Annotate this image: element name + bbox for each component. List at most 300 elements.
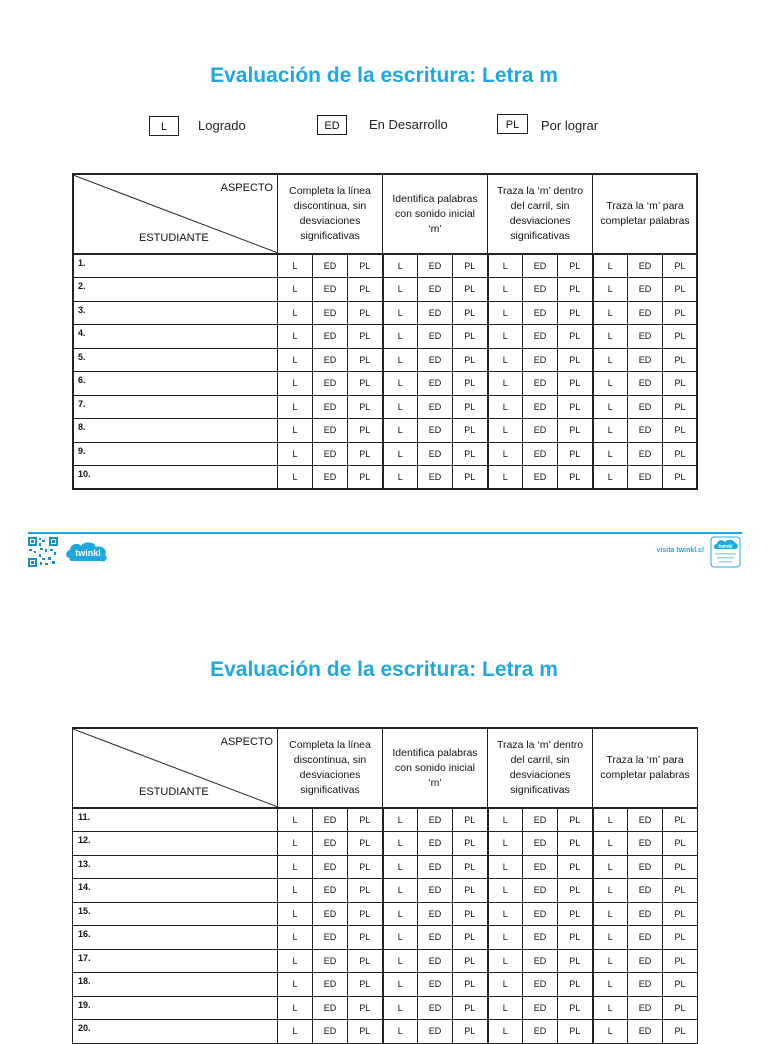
option-l-cell[interactable]: L xyxy=(383,372,418,396)
option-l-cell[interactable]: L xyxy=(383,466,418,490)
option-pl-cell[interactable]: PL xyxy=(453,278,488,302)
option-ed-cell[interactable]: ED xyxy=(313,301,348,325)
option-l-cell[interactable]: L xyxy=(488,808,523,832)
option-pl-cell[interactable]: PL xyxy=(558,1020,593,1044)
option-pl-cell[interactable]: PL xyxy=(453,879,488,903)
option-l-cell[interactable]: L xyxy=(278,301,313,325)
option-ed-cell[interactable]: ED xyxy=(628,926,663,950)
option-ed-cell[interactable]: ED xyxy=(628,301,663,325)
twinkl-logo xyxy=(64,538,112,566)
student-number[interactable]: 17. xyxy=(73,949,278,973)
table-row xyxy=(73,419,698,443)
option-l-cell[interactable]: L xyxy=(383,855,418,879)
option-ed-cell[interactable]: ED xyxy=(418,996,453,1020)
option-ed-cell[interactable]: ED xyxy=(418,372,453,396)
option-l-cell[interactable]: L xyxy=(593,442,628,466)
option-l-cell[interactable]: L xyxy=(383,902,418,926)
option-ed-cell[interactable]: ED xyxy=(313,419,348,443)
option-ed-cell[interactable]: ED xyxy=(523,301,558,325)
option-pl-cell[interactable]: PL xyxy=(453,1020,488,1044)
student-number[interactable]: 20. xyxy=(73,1020,278,1044)
option-pl-cell[interactable]: PL xyxy=(348,395,383,419)
option-ed-cell[interactable]: ED xyxy=(418,973,453,997)
table-row xyxy=(73,855,698,879)
option-l-cell[interactable]: L xyxy=(488,442,523,466)
option-ed-cell[interactable]: ED xyxy=(628,879,663,903)
student-number[interactable]: 18. xyxy=(73,973,278,997)
option-pl-cell[interactable]: PL xyxy=(663,996,698,1020)
option-pl-cell[interactable]: PL xyxy=(453,808,488,832)
student-number[interactable]: 14. xyxy=(73,879,278,903)
option-l-cell[interactable]: L xyxy=(278,442,313,466)
option-l-cell[interactable]: L xyxy=(278,1020,313,1044)
aspect-header-2: Identifica palabras con sonido inicial ‘m’ xyxy=(383,728,488,808)
option-ed-cell[interactable]: ED xyxy=(313,996,348,1020)
option-l-cell[interactable]: L xyxy=(593,325,628,349)
option-pl-cell[interactable]: PL xyxy=(348,926,383,950)
option-l-cell[interactable]: L xyxy=(593,808,628,832)
option-l-cell[interactable]: L xyxy=(383,442,418,466)
student-number[interactable]: 4. xyxy=(73,325,278,349)
option-l-cell[interactable]: L xyxy=(278,372,313,396)
option-ed-cell[interactable]: ED xyxy=(418,442,453,466)
table-row xyxy=(73,879,698,903)
option-l-cell[interactable]: L xyxy=(488,926,523,950)
option-l-cell[interactable]: L xyxy=(593,348,628,372)
option-ed-cell[interactable]: ED xyxy=(313,442,348,466)
student-number[interactable]: 8. xyxy=(73,419,278,443)
option-l-cell[interactable]: L xyxy=(593,466,628,490)
option-pl-cell[interactable]: PL xyxy=(663,395,698,419)
assessment-table xyxy=(72,173,698,490)
table-row xyxy=(73,348,698,372)
option-ed-cell[interactable]: ED xyxy=(418,949,453,973)
option-pl-cell[interactable]: PL xyxy=(558,278,593,302)
option-pl-cell[interactable]: PL xyxy=(453,254,488,278)
option-pl-cell[interactable]: PL xyxy=(663,278,698,302)
option-l-cell[interactable]: L xyxy=(488,278,523,302)
option-l-cell[interactable]: L xyxy=(383,832,418,856)
option-pl-cell[interactable]: PL xyxy=(348,832,383,856)
option-ed-cell[interactable]: ED xyxy=(523,278,558,302)
option-pl-cell[interactable]: PL xyxy=(558,902,593,926)
option-pl-cell[interactable]: PL xyxy=(663,902,698,926)
option-ed-cell[interactable]: ED xyxy=(628,419,663,443)
option-l-cell[interactable]: L xyxy=(383,419,418,443)
student-number[interactable]: 7. xyxy=(73,395,278,419)
option-ed-cell[interactable]: ED xyxy=(523,855,558,879)
option-pl-cell[interactable]: PL xyxy=(663,973,698,997)
option-l-cell[interactable]: L xyxy=(488,348,523,372)
option-ed-cell[interactable]: ED xyxy=(523,254,558,278)
option-l-cell[interactable]: L xyxy=(593,996,628,1020)
option-l-cell[interactable]: L xyxy=(278,879,313,903)
option-pl-cell[interactable]: PL xyxy=(558,254,593,278)
option-pl-cell[interactable]: PL xyxy=(453,949,488,973)
option-ed-cell[interactable]: ED xyxy=(418,808,453,832)
option-pl-cell[interactable]: PL xyxy=(558,466,593,490)
table-row xyxy=(73,832,698,856)
option-l-cell[interactable]: L xyxy=(383,301,418,325)
option-pl-cell[interactable]: PL xyxy=(453,973,488,997)
option-pl-cell[interactable]: PL xyxy=(348,949,383,973)
option-pl-cell[interactable]: PL xyxy=(348,372,383,396)
option-pl-cell[interactable]: PL xyxy=(348,902,383,926)
option-l-cell[interactable]: L xyxy=(383,254,418,278)
option-l-cell[interactable]: L xyxy=(593,372,628,396)
option-ed-cell[interactable]: ED xyxy=(418,1020,453,1044)
option-pl-cell[interactable]: PL xyxy=(558,301,593,325)
option-l-cell[interactable]: L xyxy=(278,395,313,419)
option-ed-cell[interactable]: ED xyxy=(523,325,558,349)
table-row xyxy=(73,395,698,419)
option-ed-cell[interactable]: ED xyxy=(628,372,663,396)
option-ed-cell[interactable]: ED xyxy=(313,949,348,973)
option-ed-cell[interactable]: ED xyxy=(523,902,558,926)
option-ed-cell[interactable]: ED xyxy=(523,879,558,903)
option-l-cell[interactable]: L xyxy=(278,902,313,926)
option-pl-cell[interactable]: PL xyxy=(663,372,698,396)
option-l-cell[interactable]: L xyxy=(488,879,523,903)
option-l-cell[interactable]: L xyxy=(593,832,628,856)
option-pl-cell[interactable]: PL xyxy=(663,926,698,950)
option-pl-cell[interactable]: PL xyxy=(663,1020,698,1044)
option-pl-cell[interactable]: PL xyxy=(348,254,383,278)
option-ed-cell[interactable]: ED xyxy=(418,855,453,879)
assessment-table-2 xyxy=(72,727,698,1044)
option-l-cell[interactable]: L xyxy=(278,949,313,973)
option-pl-cell[interactable]: PL xyxy=(663,808,698,832)
option-pl-cell[interactable]: PL xyxy=(663,879,698,903)
corner-aspect-label: ASPECTO xyxy=(220,182,273,194)
table-row xyxy=(73,926,698,950)
option-ed-cell[interactable]: ED xyxy=(628,832,663,856)
aspect-header-1: Completa la línea discontinua, sin desviaciones significativas xyxy=(278,728,383,808)
corner-aspect-label: ASPECTO xyxy=(220,736,273,748)
svg-text:twinkl: twinkl xyxy=(718,544,733,550)
option-pl-cell[interactable]: PL xyxy=(663,419,698,443)
option-l-cell[interactable]: L xyxy=(488,855,523,879)
option-ed-cell[interactable]: ED xyxy=(628,278,663,302)
option-l-cell[interactable]: L xyxy=(278,808,313,832)
option-ed-cell[interactable]: ED xyxy=(313,926,348,950)
student-number[interactable]: 10. xyxy=(73,466,278,490)
option-l-cell[interactable]: L xyxy=(488,1020,523,1044)
aspect-header-2: Identifica palabras con sonido inicial ‘m’ xyxy=(383,174,488,254)
table-row xyxy=(73,949,698,973)
option-pl-cell[interactable]: PL xyxy=(453,325,488,349)
option-l-cell[interactable]: L xyxy=(383,973,418,997)
option-l-cell[interactable]: L xyxy=(278,325,313,349)
student-number[interactable]: 15. xyxy=(73,902,278,926)
option-l-cell[interactable]: L xyxy=(593,254,628,278)
option-ed-cell[interactable]: ED xyxy=(313,466,348,490)
option-pl-cell[interactable]: PL xyxy=(663,832,698,856)
option-ed-cell[interactable]: ED xyxy=(418,395,453,419)
option-ed-cell[interactable]: ED xyxy=(523,372,558,396)
option-pl-cell[interactable]: PL xyxy=(558,949,593,973)
option-ed-cell[interactable]: ED xyxy=(523,395,558,419)
option-pl-cell[interactable]: PL xyxy=(558,855,593,879)
option-l-cell[interactable]: L xyxy=(488,466,523,490)
option-l-cell[interactable]: L xyxy=(488,832,523,856)
student-number[interactable]: 9. xyxy=(73,442,278,466)
table-row xyxy=(73,466,698,490)
option-ed-cell[interactable]: ED xyxy=(313,879,348,903)
option-l-cell[interactable]: L xyxy=(383,325,418,349)
page-title: Evaluación de la escritura: Letra m xyxy=(210,64,558,87)
option-pl-cell[interactable]: PL xyxy=(663,466,698,490)
option-l-cell[interactable]: L xyxy=(383,879,418,903)
option-pl-cell[interactable]: PL xyxy=(663,325,698,349)
student-number[interactable]: 3. xyxy=(73,301,278,325)
option-ed-cell[interactable]: ED xyxy=(418,466,453,490)
option-pl-cell[interactable]: PL xyxy=(558,442,593,466)
option-pl-cell[interactable]: PL xyxy=(558,926,593,950)
table-row xyxy=(73,902,698,926)
option-l-cell[interactable]: L xyxy=(593,301,628,325)
option-pl-cell[interactable]: PL xyxy=(453,926,488,950)
option-ed-cell[interactable]: ED xyxy=(523,348,558,372)
option-pl-cell[interactable]: PL xyxy=(558,348,593,372)
option-l-cell[interactable]: L xyxy=(383,949,418,973)
option-ed-cell[interactable]: ED xyxy=(523,832,558,856)
option-l-cell[interactable]: L xyxy=(383,348,418,372)
option-pl-cell[interactable]: PL xyxy=(348,808,383,832)
student-number[interactable]: 2. xyxy=(73,278,278,302)
option-pl-cell[interactable]: PL xyxy=(558,395,593,419)
option-pl-cell[interactable]: PL xyxy=(663,855,698,879)
option-pl-cell[interactable]: PL xyxy=(558,973,593,997)
option-pl-cell[interactable]: PL xyxy=(663,442,698,466)
aspect-header-1: Completa la línea discontinua, sin desviaciones significativas xyxy=(278,174,383,254)
option-l-cell[interactable]: L xyxy=(278,419,313,443)
option-pl-cell[interactable]: PL xyxy=(348,1020,383,1044)
option-ed-cell[interactable]: ED xyxy=(628,466,663,490)
option-l-cell[interactable]: L xyxy=(383,808,418,832)
option-l-cell[interactable]: L xyxy=(593,278,628,302)
option-l-cell[interactable]: L xyxy=(488,301,523,325)
option-ed-cell[interactable]: ED xyxy=(628,395,663,419)
option-ed-cell[interactable]: ED xyxy=(628,442,663,466)
student-number[interactable]: 12. xyxy=(73,832,278,856)
option-l-cell[interactable]: L xyxy=(383,996,418,1020)
table-row xyxy=(73,325,698,349)
option-l-cell[interactable]: L xyxy=(488,949,523,973)
option-ed-cell[interactable]: ED xyxy=(313,325,348,349)
option-l-cell[interactable]: L xyxy=(593,926,628,950)
option-pl-cell[interactable]: PL xyxy=(558,372,593,396)
option-l-cell[interactable]: L xyxy=(593,879,628,903)
student-number[interactable]: 11. xyxy=(73,808,278,832)
option-ed-cell[interactable]: ED xyxy=(313,832,348,856)
option-pl-cell[interactable]: PL xyxy=(348,301,383,325)
option-pl-cell[interactable]: PL xyxy=(453,395,488,419)
option-l-cell[interactable]: L xyxy=(593,949,628,973)
option-l-cell[interactable]: L xyxy=(488,996,523,1020)
option-pl-cell[interactable]: PL xyxy=(348,278,383,302)
option-ed-cell[interactable]: ED xyxy=(523,996,558,1020)
twinkl-badge-icon xyxy=(710,536,741,568)
student-number[interactable]: 1. xyxy=(73,254,278,278)
option-ed-cell[interactable]: ED xyxy=(313,372,348,396)
option-ed-cell[interactable]: ED xyxy=(628,1020,663,1044)
option-ed-cell[interactable]: ED xyxy=(628,973,663,997)
option-pl-cell[interactable]: PL xyxy=(453,348,488,372)
option-pl-cell[interactable]: PL xyxy=(348,348,383,372)
option-pl-cell[interactable]: PL xyxy=(348,973,383,997)
option-l-cell[interactable]: L xyxy=(593,1020,628,1044)
svg-text:twinkl: twinkl xyxy=(75,548,101,558)
table-row xyxy=(73,372,698,396)
option-ed-cell[interactable]: ED xyxy=(628,902,663,926)
option-ed-cell[interactable]: ED xyxy=(628,855,663,879)
option-pl-cell[interactable]: PL xyxy=(348,442,383,466)
option-l-cell[interactable]: L xyxy=(278,973,313,997)
option-l-cell[interactable]: L xyxy=(383,395,418,419)
option-pl-cell[interactable]: PL xyxy=(558,419,593,443)
option-pl-cell[interactable]: PL xyxy=(558,808,593,832)
option-ed-cell[interactable]: ED xyxy=(418,348,453,372)
aspect-header-3: Traza la ‘m’ dentro del carril, sin desviaciones significativas xyxy=(488,728,593,808)
corner-student-label: ESTUDIANTE xyxy=(139,232,209,244)
option-l-cell[interactable]: L xyxy=(278,278,313,302)
student-number[interactable]: 5. xyxy=(73,348,278,372)
option-l-cell[interactable]: L xyxy=(593,419,628,443)
option-ed-cell[interactable]: ED xyxy=(313,973,348,997)
option-ed-cell[interactable]: ED xyxy=(313,855,348,879)
option-ed-cell[interactable]: ED xyxy=(418,902,453,926)
table-row xyxy=(73,278,698,302)
option-pl-cell[interactable]: PL xyxy=(558,832,593,856)
option-ed-cell[interactable]: ED xyxy=(418,419,453,443)
footer-divider xyxy=(28,532,742,534)
option-ed-cell[interactable]: ED xyxy=(418,325,453,349)
option-pl-cell[interactable]: PL xyxy=(453,419,488,443)
option-ed-cell[interactable]: ED xyxy=(523,442,558,466)
option-ed-cell[interactable]: ED xyxy=(313,902,348,926)
option-l-cell[interactable]: L xyxy=(488,395,523,419)
option-pl-cell[interactable]: PL xyxy=(663,348,698,372)
option-ed-cell[interactable]: ED xyxy=(313,808,348,832)
option-l-cell[interactable]: L xyxy=(488,372,523,396)
option-pl-cell[interactable]: PL xyxy=(453,996,488,1020)
option-pl-cell[interactable]: PL xyxy=(558,879,593,903)
option-l-cell[interactable]: L xyxy=(488,325,523,349)
legend-label-por-lograr: Por lograr xyxy=(541,118,599,133)
option-l-cell[interactable]: L xyxy=(278,996,313,1020)
option-pl-cell[interactable]: PL xyxy=(348,879,383,903)
option-ed-cell[interactable]: ED xyxy=(418,832,453,856)
corner-student-label: ESTUDIANTE xyxy=(139,786,209,798)
legend-label-en-desarrollo: En Desarrollo xyxy=(369,117,448,132)
option-ed-cell[interactable]: ED xyxy=(313,278,348,302)
option-ed-cell[interactable]: ED xyxy=(418,926,453,950)
option-pl-cell[interactable]: PL xyxy=(348,855,383,879)
option-ed-cell[interactable]: ED xyxy=(523,973,558,997)
option-ed-cell[interactable]: ED xyxy=(418,301,453,325)
option-l-cell[interactable]: L xyxy=(278,348,313,372)
option-l-cell[interactable]: L xyxy=(278,466,313,490)
option-ed-cell[interactable]: ED xyxy=(628,949,663,973)
option-pl-cell[interactable]: PL xyxy=(453,466,488,490)
option-pl-cell[interactable]: PL xyxy=(453,442,488,466)
option-l-cell[interactable]: L xyxy=(383,278,418,302)
option-pl-cell[interactable]: PL xyxy=(348,325,383,349)
option-ed-cell[interactable]: ED xyxy=(628,348,663,372)
option-ed-cell[interactable]: ED xyxy=(523,466,558,490)
aspect-header-3: Traza la ‘m’ dentro del carril, sin desviaciones significativas xyxy=(488,174,593,254)
option-pl-cell[interactable]: PL xyxy=(453,372,488,396)
qr-code-icon xyxy=(28,537,58,567)
option-pl-cell[interactable]: PL xyxy=(453,301,488,325)
student-number[interactable]: 16. xyxy=(73,926,278,950)
table-row xyxy=(73,973,698,997)
option-ed-cell[interactable]: ED xyxy=(313,348,348,372)
visit-link[interactable]: visita twinkl.cl xyxy=(656,547,704,554)
option-ed-cell[interactable]: ED xyxy=(523,419,558,443)
option-ed-cell[interactable]: ED xyxy=(523,926,558,950)
option-l-cell[interactable]: L xyxy=(278,855,313,879)
student-number[interactable]: 6. xyxy=(73,372,278,396)
option-ed-cell[interactable]: ED xyxy=(523,808,558,832)
option-pl-cell[interactable]: PL xyxy=(348,466,383,490)
option-ed-cell[interactable]: ED xyxy=(628,254,663,278)
corner-header xyxy=(73,174,278,254)
option-l-cell[interactable]: L xyxy=(488,902,523,926)
option-ed-cell[interactable]: ED xyxy=(418,278,453,302)
option-l-cell[interactable]: L xyxy=(593,902,628,926)
option-ed-cell[interactable]: ED xyxy=(523,1020,558,1044)
option-l-cell[interactable]: L xyxy=(593,395,628,419)
option-l-cell[interactable]: L xyxy=(488,973,523,997)
student-number[interactable]: 19. xyxy=(73,996,278,1020)
option-ed-cell[interactable]: ED xyxy=(523,949,558,973)
option-ed-cell[interactable]: ED xyxy=(628,325,663,349)
option-ed-cell[interactable]: ED xyxy=(628,996,663,1020)
option-l-cell[interactable]: L xyxy=(593,973,628,997)
option-l-cell[interactable]: L xyxy=(278,254,313,278)
option-ed-cell[interactable]: ED xyxy=(418,879,453,903)
table-row xyxy=(73,808,698,832)
option-pl-cell[interactable]: PL xyxy=(663,254,698,278)
option-l-cell[interactable]: L xyxy=(278,832,313,856)
option-pl-cell[interactable]: PL xyxy=(453,832,488,856)
option-ed-cell[interactable]: ED xyxy=(313,254,348,278)
option-pl-cell[interactable]: PL xyxy=(663,301,698,325)
option-l-cell[interactable]: L xyxy=(593,855,628,879)
option-pl-cell[interactable]: PL xyxy=(663,949,698,973)
option-l-cell[interactable]: L xyxy=(383,926,418,950)
option-ed-cell[interactable]: ED xyxy=(313,395,348,419)
option-pl-cell[interactable]: PL xyxy=(558,325,593,349)
option-l-cell[interactable]: L xyxy=(278,926,313,950)
option-pl-cell[interactable]: PL xyxy=(348,996,383,1020)
option-l-cell[interactable]: L xyxy=(383,1020,418,1044)
option-ed-cell[interactable]: ED xyxy=(313,1020,348,1044)
option-ed-cell[interactable]: ED xyxy=(628,808,663,832)
option-ed-cell[interactable]: ED xyxy=(418,254,453,278)
option-pl-cell[interactable]: PL xyxy=(348,419,383,443)
legend-label-logrado: Logrado xyxy=(198,118,246,133)
option-pl-cell[interactable]: PL xyxy=(453,902,488,926)
option-pl-cell[interactable]: PL xyxy=(453,855,488,879)
option-pl-cell[interactable]: PL xyxy=(558,996,593,1020)
option-l-cell[interactable]: L xyxy=(488,419,523,443)
option-l-cell[interactable]: L xyxy=(488,254,523,278)
student-number[interactable]: 13. xyxy=(73,855,278,879)
aspect-header-4: Traza la ‘m’ para completar palabras xyxy=(593,728,698,808)
